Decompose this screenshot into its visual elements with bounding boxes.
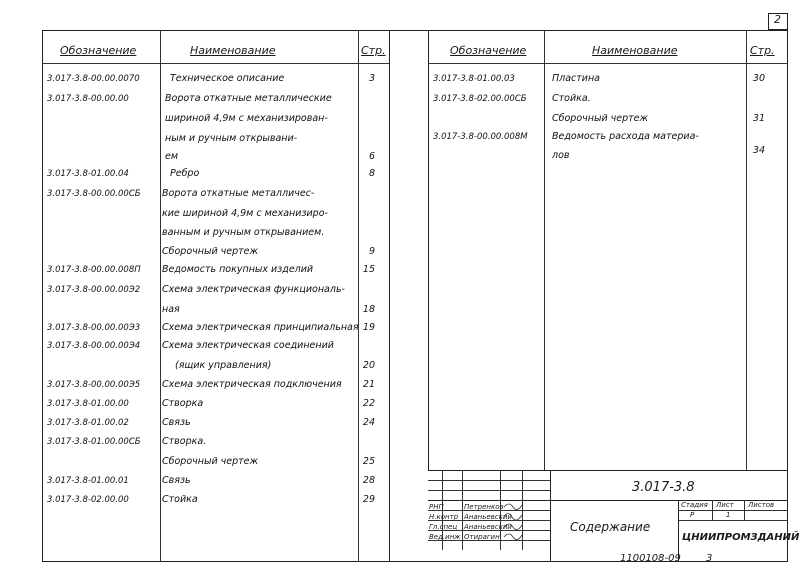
- bottom-stamp-page: 3: [706, 553, 713, 564]
- tb-col-stage: Стадия: [681, 501, 708, 509]
- left-header-bottom: [42, 63, 389, 64]
- left-row-name: шириной 4,9м с механизирован-: [165, 113, 328, 124]
- tb-role: РНП: [429, 503, 444, 511]
- left-row-name: Сборочный чертеж: [162, 246, 259, 257]
- left-row-page: 21: [362, 379, 375, 390]
- left-row-name: Сборочный чертеж: [162, 456, 259, 467]
- left-row-page: 9: [368, 246, 375, 257]
- left-row-name: Стойка: [162, 494, 198, 505]
- left-row-name: Схема электрическая функциональ-: [162, 284, 345, 295]
- left-row-code: 3.017-3.8-01.00.02: [47, 418, 129, 428]
- left-row-page: 8: [368, 168, 375, 179]
- right-header-page: Стр.: [750, 44, 775, 57]
- left-row-name: Створка: [162, 398, 204, 409]
- right-col-sep-1: [544, 30, 545, 470]
- right-row-code: 3.017-3.8-02.00.00СБ: [433, 94, 527, 104]
- tb-stage: Р: [690, 511, 695, 519]
- left-row-page: 20: [362, 360, 375, 371]
- left-row-name: Створка.: [162, 436, 207, 447]
- left-row-name: ем: [165, 151, 179, 162]
- left-row-code: 3.017-3.8-01.00.00СБ: [47, 437, 141, 447]
- signatures: [502, 501, 524, 543]
- left-row-page: 29: [362, 494, 375, 505]
- right-header-designation: Обозначение: [450, 44, 527, 57]
- left-row-code: 3.017-3.8-01.00.04: [47, 169, 129, 179]
- left-row-name: Ведомость покупных изделий: [162, 264, 314, 275]
- right-row-code: 3.017-3.8-01.00.03: [433, 74, 515, 84]
- left-row-page: 24: [362, 417, 375, 428]
- left-row-page: 19: [362, 322, 375, 333]
- doc-title: Содержание: [570, 520, 651, 534]
- left-row-page: 6: [368, 151, 375, 162]
- org-name: ЦНИИПРОМЗДАНИЙ: [682, 532, 800, 543]
- right-col-sep-2: [746, 30, 747, 470]
- tb-role: Вед.инж: [429, 533, 461, 541]
- tb-line: [678, 510, 788, 511]
- left-row-code: 3.017-3.8-02.00.00: [47, 495, 129, 505]
- tb-line: [428, 500, 788, 501]
- left-row-page: 18: [362, 304, 375, 315]
- right-row-name: Ведомость расхода материа-: [552, 131, 699, 142]
- left-row-code: 3.017-3.8-01.00.01: [47, 476, 129, 486]
- right-header-name: Наименование: [592, 44, 678, 57]
- left-row-code: 3.017-3.8-01.00.00: [47, 399, 129, 409]
- left-row-name: Схема электрическая принципиальная: [162, 322, 359, 333]
- tb-person: Отирагин: [464, 533, 500, 541]
- left-row-code: 3.017-3.8-00.00.008П: [47, 265, 141, 275]
- left-row-name: ванным и ручным открыванием.: [162, 227, 325, 238]
- right-row-name: Пластина: [552, 73, 601, 84]
- left-row-name: Ворота откатные металлические: [165, 93, 332, 104]
- left-row-name: Связь: [162, 417, 191, 428]
- left-row-page: 25: [362, 456, 375, 467]
- tb-person: Ананьевский: [464, 523, 512, 531]
- tb-person: Петренков: [464, 503, 504, 511]
- left-row-page: 28: [362, 475, 375, 486]
- right-row-page: 30: [752, 73, 765, 84]
- left-row-code: 3.017-3.8-00.00.00: [47, 94, 129, 104]
- tb-col-sheets: Листов: [748, 501, 775, 509]
- tb-line: [678, 520, 788, 521]
- sheet-number: 2: [774, 13, 781, 26]
- left-col-sep-1: [160, 30, 161, 562]
- left-row-code: 3.017-3.8-00.00.00Э2: [47, 285, 141, 295]
- left-row-page: 15: [362, 264, 375, 275]
- left-header-designation: Обозначение: [60, 44, 137, 57]
- tb-role: Гл.спец: [429, 523, 458, 531]
- left-header-name: Наименование: [190, 44, 276, 57]
- left-row-name: Схема электрическая соединений: [162, 340, 334, 351]
- tb-vline: [744, 500, 745, 520]
- left-row-name: Ребро: [170, 168, 200, 179]
- left-table-right: [389, 30, 390, 562]
- tb-vline: [550, 470, 551, 562]
- right-row-name: Сборочный чертеж: [552, 113, 649, 124]
- right-row-name: Стойка.: [552, 93, 591, 104]
- doc-code: 3.017-3.8: [632, 480, 695, 495]
- tb-vline: [462, 470, 463, 550]
- tb-sheet: 1: [726, 511, 731, 519]
- left-row-code: 3.017-3.8-00.00.00Э3: [47, 323, 141, 333]
- bottom-stamp: 1100108-09: [620, 553, 681, 564]
- right-row-code: 3.017-3.8-00.00.008М: [433, 132, 528, 142]
- left-row-code: 3.017-3.8-00.00.0070: [47, 74, 140, 84]
- left-header-page: Стр.: [361, 44, 386, 57]
- left-row-page: 22: [362, 398, 375, 409]
- tb-line: [428, 480, 550, 481]
- left-row-name: кие шириной 4,9м с механизиро-: [162, 208, 328, 219]
- left-row-name: Связь: [162, 475, 191, 486]
- left-row-name: Ворота откатные металличес-: [162, 188, 315, 199]
- left-row-code: 3.017-3.8-00.00.00Э4: [47, 341, 141, 351]
- tb-top: [428, 470, 788, 471]
- tb-vline: [712, 500, 713, 520]
- tb-line: [428, 490, 550, 491]
- left-row-page: 3: [368, 73, 375, 84]
- right-row-page: 31: [752, 113, 765, 124]
- left-row-name: Схема электрическая подключения: [162, 379, 342, 390]
- left-row-name: ная: [162, 304, 180, 315]
- left-row-name: ным и ручным открывани-: [165, 133, 298, 144]
- right-row-page: 34: [752, 145, 765, 156]
- tb-role: Н.контр: [429, 513, 459, 521]
- right-header-bottom: [428, 63, 788, 64]
- left-row-code: 3.017-3.8-00.00.00Э5: [47, 380, 141, 390]
- right-row-name: лов: [552, 150, 570, 161]
- left-row-name: Техническое описание: [170, 73, 285, 84]
- left-row-name: (ящик управления): [175, 360, 272, 371]
- tb-person: Ананьевский: [464, 513, 512, 521]
- right-table-left: [428, 30, 429, 470]
- left-row-code: 3.017-3.8-00.00.00СБ: [47, 189, 141, 199]
- tb-col-sheet: Лист: [716, 501, 734, 509]
